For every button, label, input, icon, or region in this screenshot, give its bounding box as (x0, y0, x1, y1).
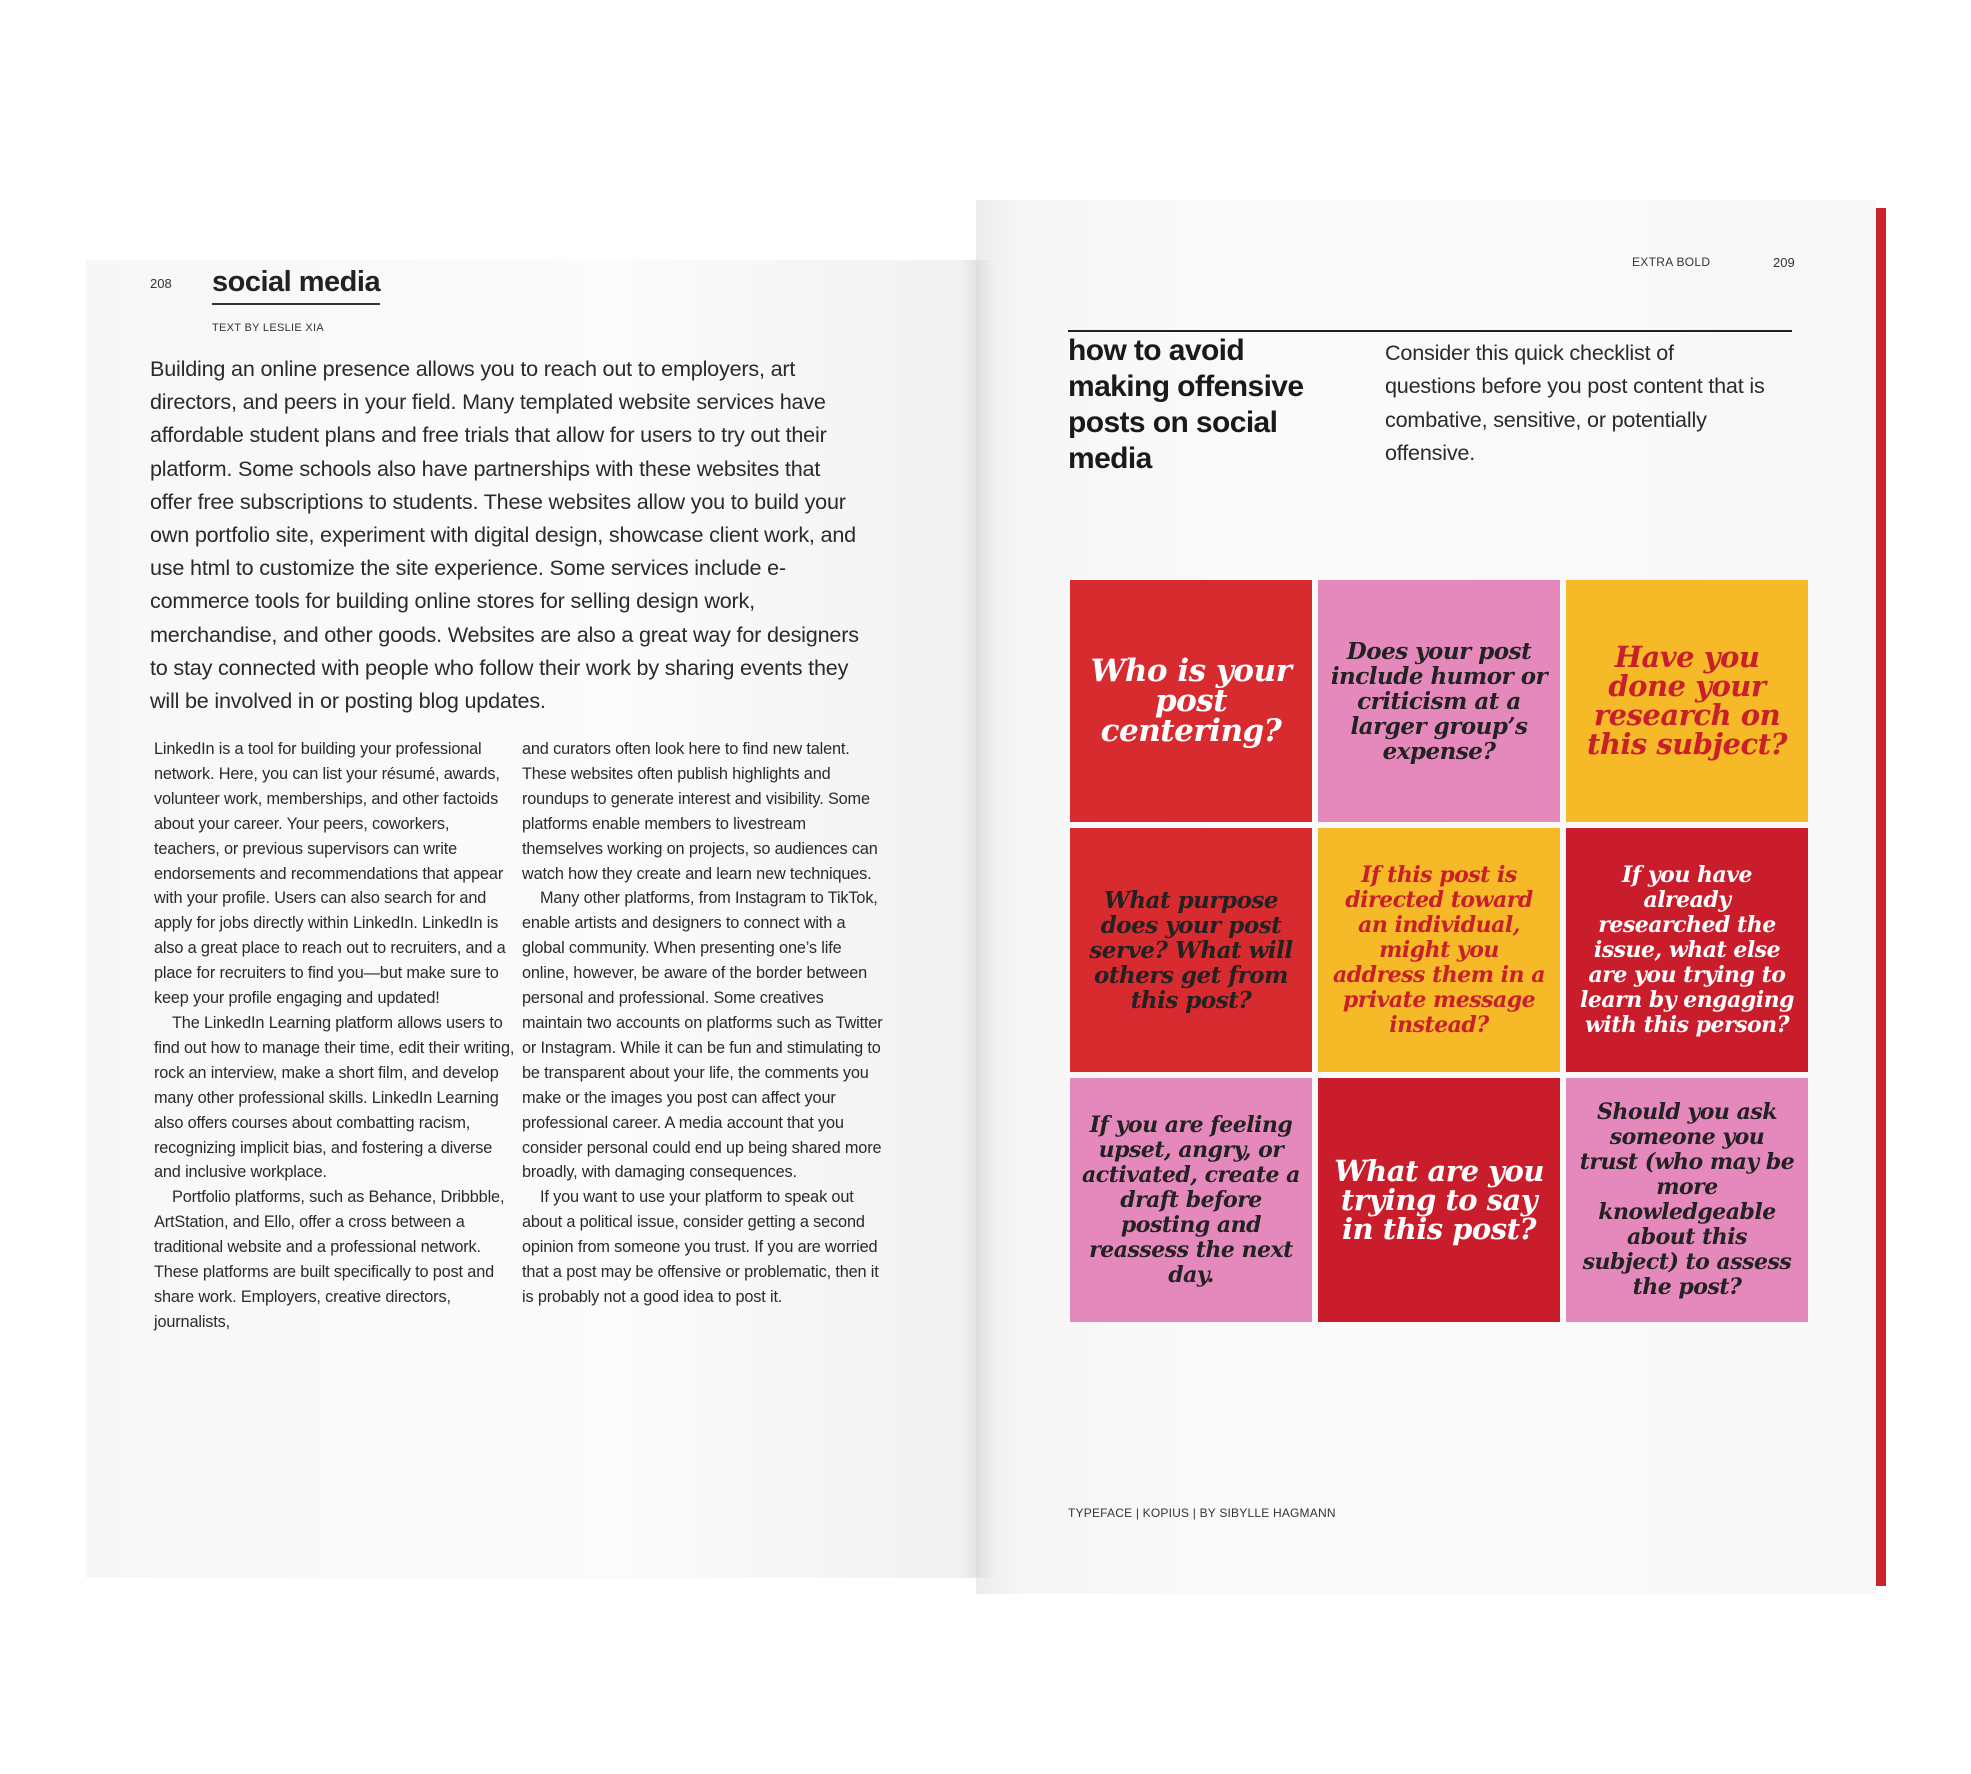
question-card (1318, 1078, 1560, 1322)
question-text: Have you done your research on this subject? (1586, 640, 1788, 761)
typeface-credit: TYPEFACE | KOPIUS | BY SIBYLLE HAGMANN (1068, 1506, 1336, 1520)
question-card-grid (1070, 580, 1808, 1322)
question-text: If you are feeling upset, angry, or activated, create a draft before posting and reassess the next day. (1082, 1111, 1300, 1288)
running-head: EXTRA BOLD (1632, 255, 1711, 269)
question-card (1566, 1078, 1808, 1322)
body-column-2 (522, 737, 884, 1310)
section-title: social media (212, 266, 380, 305)
body-paragraph: Portfolio platforms, such as Behance, Dribbble, ArtStation, and Ello, offer a cross between a traditional website and a professional network. These platforms are built specifically to post and share work. Employers, creative directors, journalists, (154, 1188, 505, 1331)
checklist-title: how to avoid making offensive posts on social media (1068, 334, 1304, 475)
body-paragraph: If you want to use your platform to speak out about a political issue, consider getting a second opinion from someone you trust. If you are worried that a post may be offensive or problematic, then it is probably not a good idea to post it. (522, 1188, 879, 1306)
body-paragraph: LinkedIn is a tool for building your professional network. Here, you can list your résumé, awards, volunteer work, memberships, and other factoids about your career. Your peers, coworkers, teachers, or previous supervisors can write endorsements and recommendations that appear with your profile. Users can also search for and apply for jobs directly within LinkedIn. LinkedIn is also a great place to reach out to recruiters, and a place for recruiters to find you—but make sure to keep your profile engaging and updated! (154, 740, 506, 1008)
body-column-1 (154, 737, 516, 1335)
question-text: What purpose does your post serve? What will others get from this post? (1089, 886, 1293, 1014)
question-card (1318, 828, 1560, 1072)
question-text: Does your post include humor or criticism at a larger group’s expense? (1330, 637, 1548, 765)
question-text: Should you ask someone you trust (who may be more knowledgeable about this subject) to assess the post? (1579, 1099, 1795, 1300)
question-card (1566, 580, 1808, 822)
checklist-intro: Consider this quick checklist of questions before you post content that is combative, sensitive, or potentially offensive. (1385, 340, 1765, 466)
spine-shadow (960, 260, 994, 1578)
question-card (1318, 580, 1560, 822)
question-card (1070, 828, 1312, 1072)
body-paragraph-continued: and curators often look here to find new talent. These websites often publish highlights and roundups to generate interest and visibility. Some platforms enable members to livestream themselves working on projects, so audiences can watch how they create and learn new techniques. (522, 740, 878, 883)
question-text: Who is your post centering? (1090, 653, 1292, 749)
page-edge (1876, 208, 1886, 1586)
page-number-left: 208 (150, 276, 172, 291)
header-rule (1068, 330, 1792, 332)
question-text: If this post is directed toward an individual, might you address them in a private message instead? (1333, 861, 1545, 1038)
byline: TEXT BY LESLIE XIA (212, 322, 324, 334)
body-paragraph: Many other platforms, from Instagram to TikTok, enable artists and designers to connect with a global community. When presenting one’s life online, however, be aware of the border between personal and professional. Some creatives maintain two accounts on platforms such as Twitter or Instagram. While it can be fun and stimulating to be transparent about your life, the comments you make or the images you post can affect your professional career. A media account that you consider personal could end up being shared more broadly, with damaging consequences. (522, 889, 883, 1182)
lead-paragraph: Building an online presence allows you to reach out to employers, art directors, and peers in your field. Many templated website services have affordable student plans and free trials that allow for users to try out their platform. Some schools also have partnerships with these websites that offer free subscriptions to students. These websites allow you to build your own portfolio site, experiment with digital design, showcase client work, and use html to customize the site experience. Some services include e-commerce tools for building online stores for selling design work, merchandise, and other goods. Websites are also a great way for designers to stay connected with people who follow their work by sharing events they will be involved in or posting blog updates. (150, 356, 859, 714)
question-card (1070, 1078, 1312, 1322)
question-card (1070, 580, 1312, 822)
question-text: What are you trying to say in this post? (1334, 1153, 1544, 1246)
body-paragraph: The LinkedIn Learning platform allows users to find out how to manage their time, edit their writing, rock an interview, make a short film, and develop many other professional skills. LinkedIn Learning also offers courses about combatting racism, recognizing implicit bias, and fostering a diverse and inclusive workplace. (154, 1013, 515, 1182)
page-number-right: 209 (1773, 255, 1795, 270)
question-text: If you have already researched the issue, what else are you trying to learn by engaging with this person? (1580, 861, 1794, 1038)
question-card (1566, 828, 1808, 1072)
